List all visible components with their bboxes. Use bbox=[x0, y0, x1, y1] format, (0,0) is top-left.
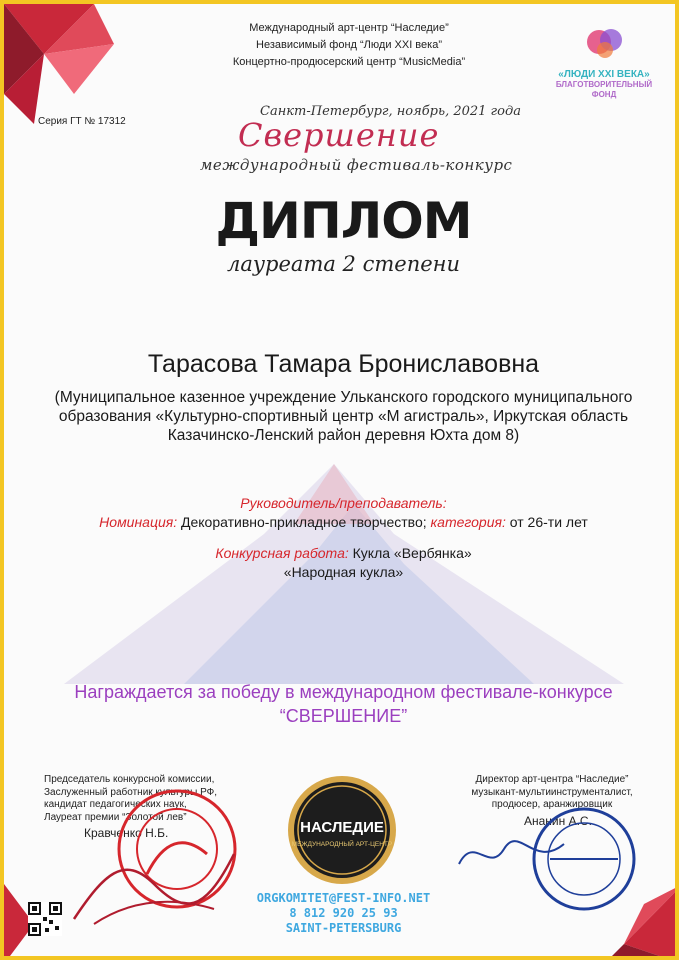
fund-logo-icon bbox=[579, 22, 629, 62]
contact-city: SAINT-PETERSBURG bbox=[285, 921, 402, 935]
signatory-title-line: Директор арт-центра “Наследие” bbox=[475, 774, 629, 785]
corner-decoration-top-left bbox=[4, 4, 134, 134]
signatory-title-line: музыкант-мультиинструменталист, bbox=[471, 786, 633, 798]
diploma-degree: лауреата 2 степени bbox=[226, 252, 461, 276]
nomination-value: Декоративно-прикладное творчество; bbox=[181, 514, 427, 530]
organizer-line: Международный арт-центр “Наследие” bbox=[249, 22, 449, 34]
fund-logo bbox=[544, 22, 664, 100]
festival-subtitle: международный фестиваль-конкурс bbox=[200, 156, 513, 174]
signatory-title-line: кандидат педагогических наук, bbox=[44, 799, 187, 810]
nomination-label: Номинация: bbox=[99, 514, 178, 530]
work-value: Кукла «Вербянка» bbox=[352, 545, 472, 561]
fund-logo-line: БЛАГОТВОРИТЕЛЬНЫЙ bbox=[555, 80, 653, 89]
category-value: от 26-ти лет bbox=[509, 514, 588, 530]
series-number: Серия ГТ № 17312 bbox=[38, 116, 126, 127]
details-block bbox=[24, 494, 663, 582]
recipient-name: Тарасова Тамара Брониславовна bbox=[147, 350, 540, 378]
festival-place-date: Санкт-Петербург, ноябрь, 2021 года bbox=[260, 104, 521, 119]
medal-badge bbox=[262, 774, 422, 894]
right-signature bbox=[454, 824, 574, 884]
award-festival-name: “СВЕРШЕНИЕ” bbox=[279, 706, 408, 726]
award-line: Награждается за победу в международном фестивале-конкурсе bbox=[74, 682, 613, 702]
fund-logo-line: ФОНД bbox=[591, 90, 617, 99]
diploma-title: ДИПЛОМ bbox=[215, 192, 472, 250]
right-signatory-name: Ананин А.С. bbox=[524, 814, 592, 828]
work-label: Конкурсная работа: bbox=[215, 545, 349, 561]
organizer-line: Независимый фонд “Люди XXI века” bbox=[256, 39, 442, 51]
art-center-medal bbox=[262, 774, 422, 894]
medal-title: НАСЛЕДИЕ bbox=[300, 819, 384, 836]
recipient-organization: (Муниципальное казенное учреждение Ульканского городского муниципального образования «Культурно-спортивный центр «М агистраль», Иркутская область Казачинско-Ленский район деревня Юхта дом 8) bbox=[54, 389, 633, 444]
organizers-block bbox=[204, 20, 494, 71]
work-value-2: «Народная кукла» bbox=[283, 564, 404, 580]
contact-email[interactable]: ORGKOMITET@FEST-INFO.NET bbox=[256, 891, 431, 905]
organizer-line: Концертно-продюсерский центр “MusicMedia” bbox=[232, 56, 466, 68]
signatory-title-line: продюсер, аранжировщик bbox=[491, 799, 613, 810]
qr-code-icon bbox=[28, 902, 62, 936]
contact-phone: 8 812 920 25 93 bbox=[289, 906, 398, 920]
contacts-block bbox=[4, 891, 679, 936]
left-signatory-name: Кравченко Н.Б. bbox=[84, 826, 169, 840]
festival-name: Свершение bbox=[238, 116, 440, 154]
fund-logo-name: «ЛЮДИ XXI ВЕКА» bbox=[558, 69, 650, 80]
signatory-title-line: Лауреат премии “Золотой лев” bbox=[44, 811, 187, 823]
leader-label: Руководитель/преподаватель: bbox=[240, 495, 447, 511]
category-label: категория: bbox=[430, 514, 506, 530]
medal-subtitle: МЕЖДУНАРОДНЫЙ АРТ-ЦЕНТР bbox=[291, 841, 393, 848]
signatory-title-line: Председатель конкурсной комиссии, bbox=[44, 774, 215, 785]
award-text bbox=[4, 680, 679, 728]
signatory-title-line: Заслуженный работник культуры РФ, bbox=[44, 786, 218, 798]
